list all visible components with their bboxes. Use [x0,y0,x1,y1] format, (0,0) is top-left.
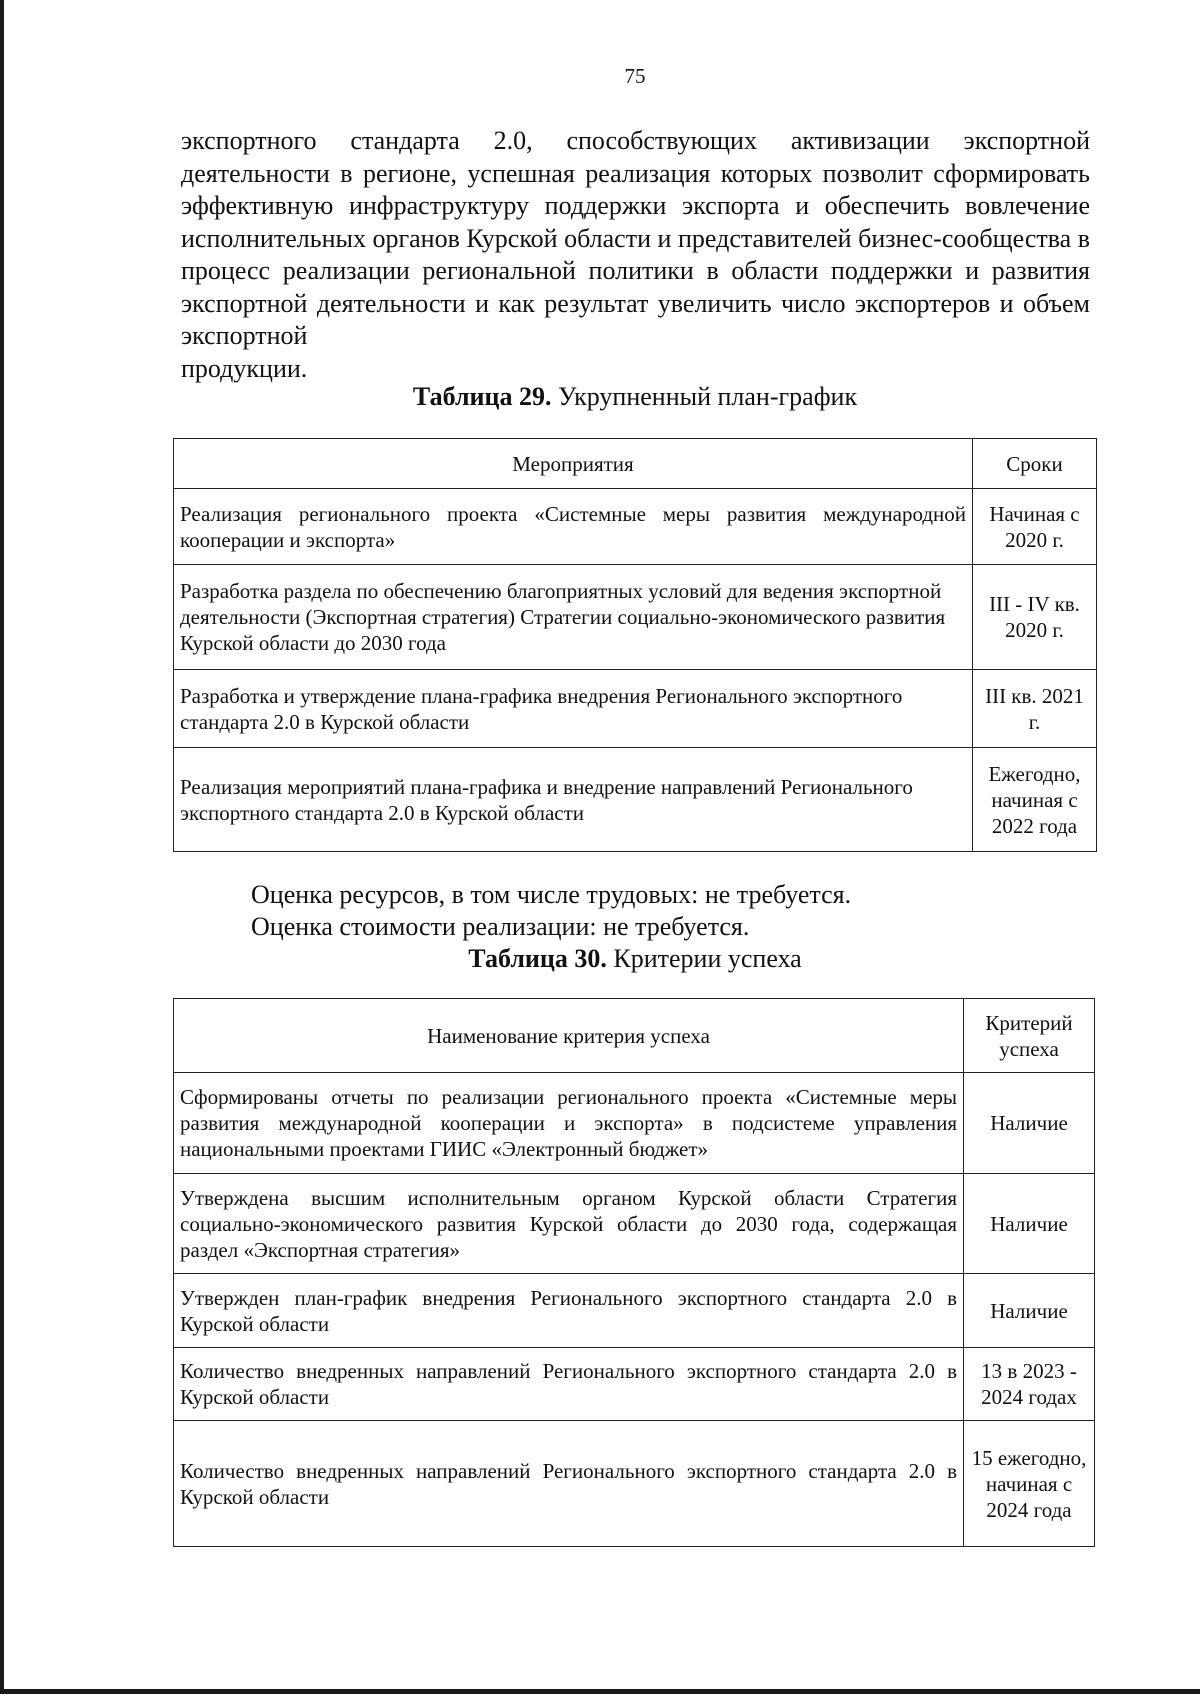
table30-caption [0,944,1200,974]
term-cell: III кв. 2021 г. [973,670,1097,748]
table-row [174,565,1097,670]
criterion-cell: Количество внедренных направлений Регионального экспортного стандарта 2.0 в Курской области [174,1421,964,1547]
table-row [174,1073,1095,1174]
criterion-cell: Сформированы отчеты по реализации регионального проекта «Системные меры развития международной кооперации и экспорта» в подсистеме управления национальными проектами ГИИС «Электронный бюджет» [174,1073,964,1174]
event-cell: Разработка и утверждение плана-графика внедрения Регионального экспортного стандарта 2.0 в Курской области [174,670,973,748]
term-cell: III - IV кв. 2020 г. [973,565,1097,670]
value-cell: Наличие [964,1073,1095,1174]
table30-caption-title: Критерии успеха [606,944,802,973]
value-cell: Наличие [964,1174,1095,1274]
table-row [174,489,1097,565]
term-cell: Ежегодно, начиная с 2022 года [973,748,1097,852]
table-row [174,1348,1095,1421]
event-cell: Реализация мероприятий плана-графика и внедрение направлений Регионального экспортного стандарта 2.0 в Курской области [174,748,973,852]
table-row [174,1174,1095,1274]
intro-line: и обеспечить вовлечение исполнительных органов Курской области [181,191,1090,253]
intro-line: и представителей бизнес-сообщества в процесс реализации региональной [181,223,1090,285]
cost-note: Оценка стоимости реализации: не требуется. [251,912,750,941]
resources-note: Оценка ресурсов, в том числе трудовых: не требуется. [251,880,852,909]
event-cell: Реализация регионального проекта «Системные меры развития международной кооперации и экспорта» [174,489,973,565]
table-header-row [174,999,1095,1073]
table29-caption-number: Таблица 29. [412,382,552,411]
term-cell: Начиная с 2020 г. [973,489,1097,565]
table30-caption-number: Таблица 30. [468,944,607,973]
table-header-row [174,439,1097,489]
intro-line: экспортного стандарта 2.0, способствующих активизации экспортной [181,126,1090,155]
column-header-criterion: Наименование критерия успеха [174,999,964,1073]
intro-line: политики в области поддержки и развития экспортной деятельности [181,256,1091,318]
scan-edge-left [0,0,4,1694]
scan-edge-bottom [0,1689,1200,1694]
intro-line: деятельности в регионе, успешная реализация которых позволит [181,158,923,188]
intro-paragraph [181,125,1090,385]
intro-line: сформировать эффективную инфраструктуру поддержки экспорта [181,158,1090,220]
table-row [174,748,1097,852]
table-row [174,670,1097,748]
criterion-cell: Утверждена высшим исполнительным органом Курской области Стратегия социально-экономического развития Курской области до 2030 года, содержащая раздел «Экспортная стратегия» [174,1174,964,1274]
table29 [173,438,1097,852]
event-cell: Разработка раздела по обеспечению благоприятных условий для ведения экспортной деятельности (Экспортная стратегия) Стратегии социально-экономического развития Курской области до 2030 года [174,565,973,670]
column-header-terms: Сроки [973,439,1097,489]
value-cell: 13 в 2023 - 2024 годах [964,1348,1095,1421]
table30 [173,998,1095,1547]
intro-line: и как результат увеличить число экспортеров и объем экспортной [181,288,1091,350]
intro-line: продукции. [181,353,308,383]
criterion-cell: Утвержден план-график внедрения Регионального экспортного стандарта 2.0 в Курской области [174,1274,964,1348]
table29-caption [0,382,1200,412]
table-row [174,1421,1095,1547]
column-header-value: Критерий успеха [964,999,1095,1073]
page-number: 75 [624,64,646,88]
column-header-events: Мероприятия [174,439,973,489]
table29-caption-title: Укрупненный план-график [551,382,858,411]
value-cell: 15 ежегодно, начиная с 2024 года [964,1421,1095,1547]
criterion-cell: Количество внедренных направлений Регионального экспортного стандарта 2.0 в Курской области [174,1348,964,1421]
value-cell: Наличие [964,1274,1095,1348]
table-row [174,1274,1095,1348]
